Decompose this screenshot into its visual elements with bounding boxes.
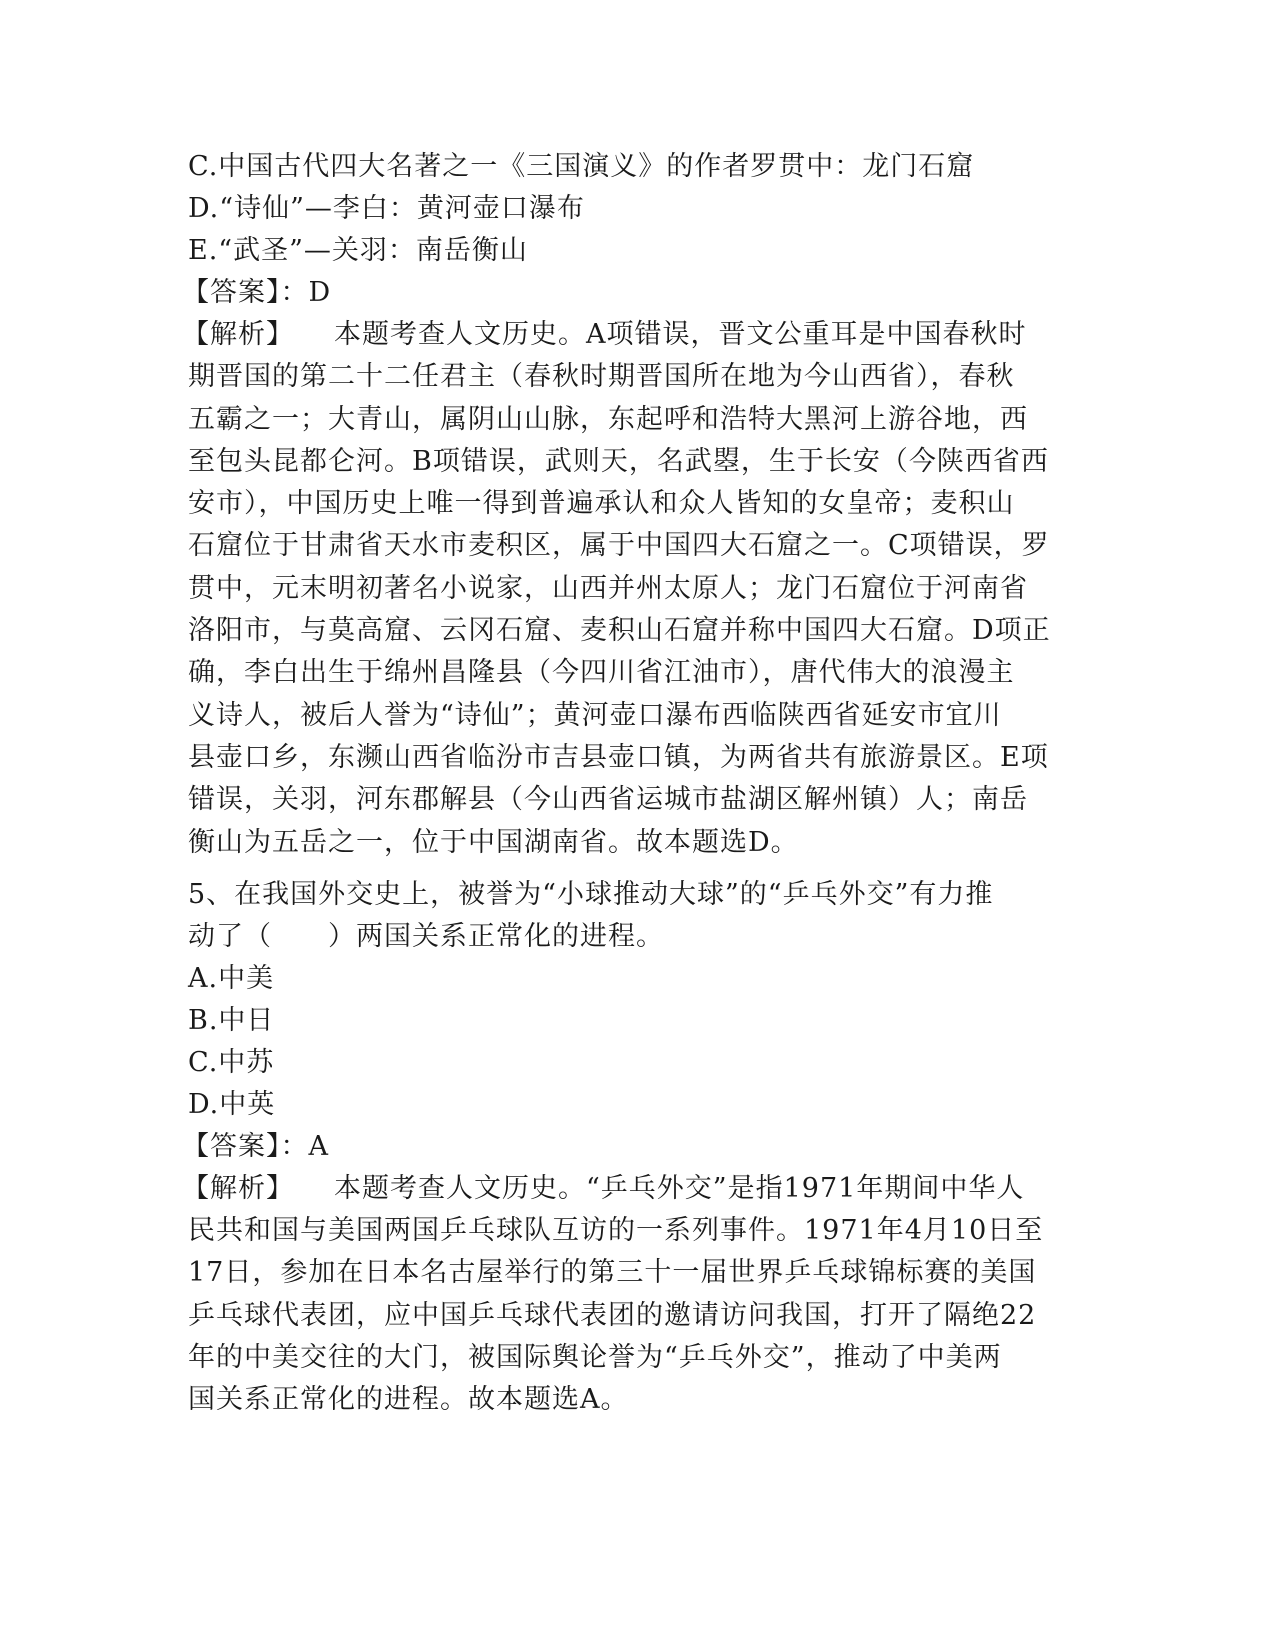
question-text: 动了（ ）两国关系正常化的进程。 — [188, 920, 664, 952]
analysis-text: 石窟位于甘肃省天水市麦积区，属于中国四大石窟之一。C项错误，罗 — [188, 530, 1050, 562]
question-text: 5、在我国外交史上，被誉为“小球推动大球”的“乒乓外交”有力推 — [188, 878, 994, 910]
analysis-text: 贯中，元末明初著名小说家，山西并州太原人；龙门石窟位于河南省 — [188, 572, 1028, 604]
analysis-text: 本题考查人文历史。A项错误，晋文公重耳是中国春秋时 — [334, 319, 1027, 350]
answer-label: 【答案】 — [182, 277, 281, 308]
option-d: D.“诗仙”—李白：黄河壶口瀑布 — [188, 193, 585, 224]
analysis-text: 错误，关羽，河东郡解县（今山西省运城市盐湖区解州镇）人；南岳 — [188, 784, 1028, 816]
analysis-text: 年的中美交往的大门，被国际舆论誉为“乒乓外交”，推动了中美两 — [188, 1342, 1002, 1374]
option-c: C.中国古代四大名著之一《三国演义》的作者罗贯中：龙门石窟 — [188, 151, 975, 182]
analysis-text: 至包头昆都仑河。B项错误，武则天，名武曌，生于长安（今陕西省西 — [188, 445, 1049, 477]
analysis-text: 洛阳市，与莫高窟、云冈石窟、麦积山石窟并称中国四大石窟。D项正 — [188, 615, 1051, 647]
question-4-continued — [182, 146, 1088, 864]
answer-line — [182, 1126, 1088, 1168]
option-b: B.中日 — [188, 1004, 275, 1036]
analysis-text: 衡山为五岳之一，位于中国湖南省。故本题选D。 — [188, 826, 799, 858]
answer-label: 【答案】 — [182, 1130, 281, 1162]
analysis-text: 县壶口乡，东濒山西省临汾市吉县壶口镇，为两省共有旅游景区。E项 — [188, 741, 1049, 773]
option-c: C.中苏 — [188, 1046, 275, 1078]
answer-line — [182, 272, 1088, 314]
analysis-label: 【解析】 — [182, 1172, 294, 1204]
analysis-text: 五霸之一；大青山，属阴山山脉，东起呼和浩特大黑河上游谷地，西 — [188, 403, 1028, 435]
document-page — [182, 146, 1088, 1422]
analysis-text: 确，李白出生于绵州昌隆县（今四川省江油市），唐代伟大的浪漫主 — [188, 657, 1015, 689]
question-5 — [182, 874, 1088, 1422]
analysis-first-line — [182, 1168, 1088, 1210]
analysis-text: 17日，参加在日本名古屋举行的第三十一届世界乒乓球锦标赛的美国 — [188, 1257, 1037, 1289]
analysis-text: 民共和国与美国两国乒乓球队互访的一系列事件。1971年4月10日至 — [188, 1215, 1044, 1247]
analysis-text: 国关系正常化的进程。故本题选A。 — [188, 1384, 629, 1416]
option-a: A.中美 — [188, 962, 275, 994]
option-e: E.“武圣”—关羽：南岳衡山 — [188, 235, 528, 266]
analysis-text: 安市），中国历史上唯一得到普遍承认和众人皆知的女皇帝；麦积山 — [188, 488, 1015, 520]
analysis-block — [182, 314, 1088, 864]
option-d: D.中英 — [188, 1088, 276, 1120]
analysis-text: 本题考查人文历史。“乒乓外交”是指1971年期间中华人 — [334, 1172, 1025, 1204]
analysis-text: 期晋国的第二十二任君主（春秋时期晋国所在地为今山西省），春秋 — [188, 361, 1015, 393]
answer-value: ：A — [280, 1130, 329, 1162]
analysis-block — [182, 1168, 1088, 1422]
analysis-label: 【解析】 — [182, 319, 294, 350]
analysis-text: 乒乓球代表团，应中国乒乓球代表团的邀请访问我国，打开了隔绝22 — [188, 1299, 1037, 1331]
answer-value: ：D — [280, 277, 332, 308]
analysis-text: 义诗人，被后人誉为“诗仙”；黄河壶口瀑布西临陕西省延安市宜川 — [188, 699, 1002, 731]
analysis-first-line — [182, 314, 1088, 356]
